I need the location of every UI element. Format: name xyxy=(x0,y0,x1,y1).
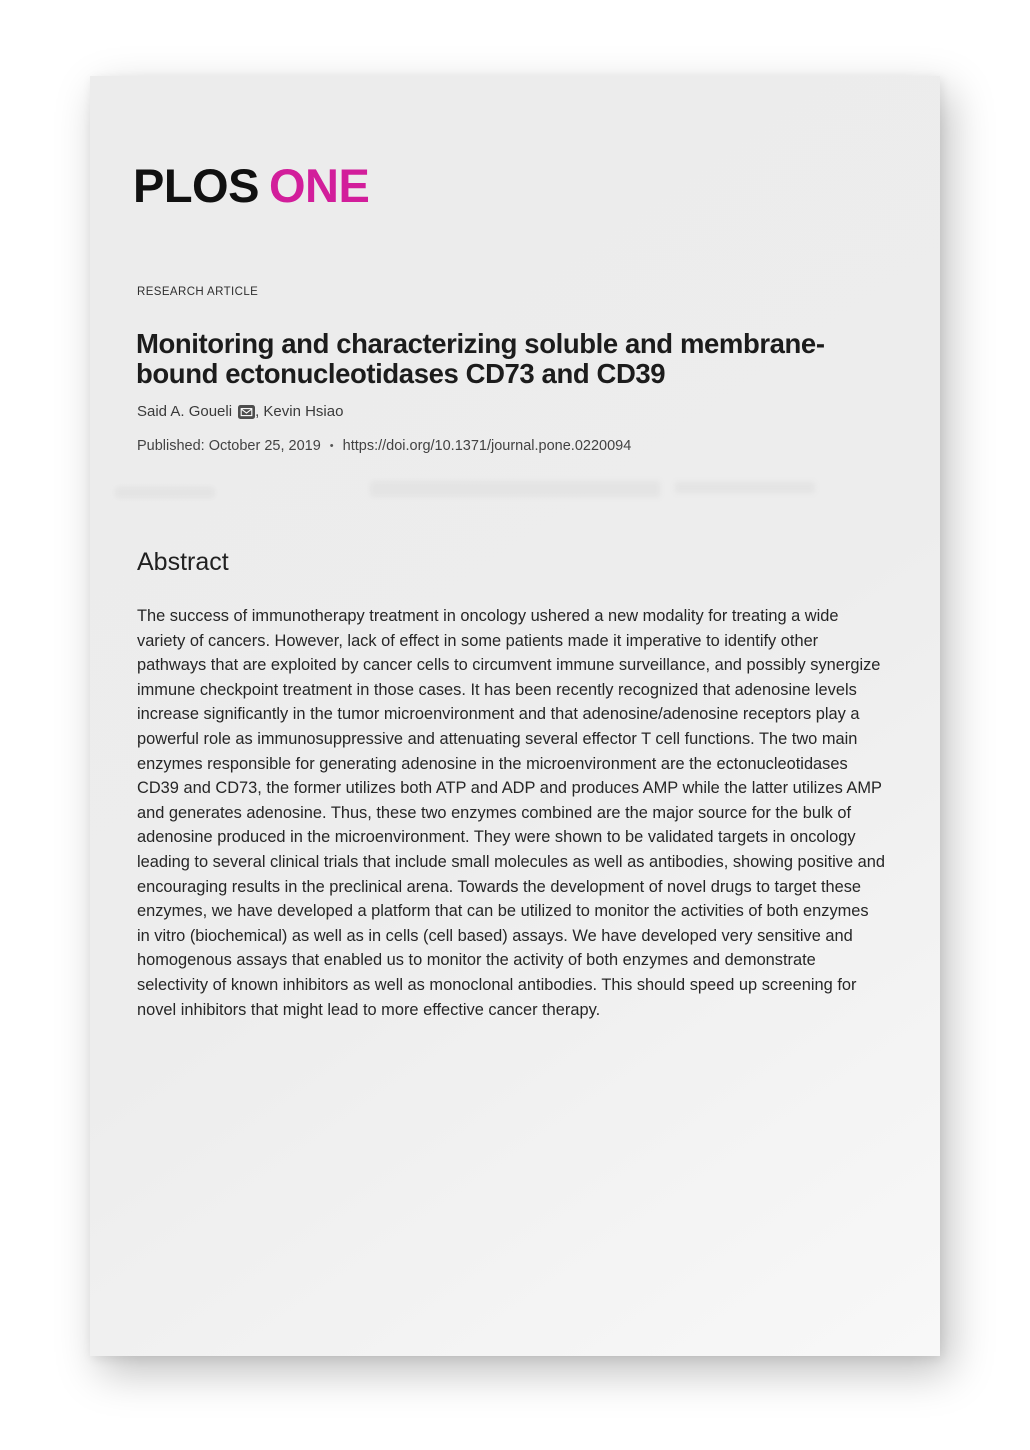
article-title xyxy=(136,329,936,388)
bullet-separator: • xyxy=(329,440,334,452)
author-list xyxy=(137,403,343,420)
article-title-line2: bound ectonucleotidases CD73 and CD39 xyxy=(136,357,666,389)
article-title-line1: Monitoring and characterizing soluble and membrane- xyxy=(136,328,825,359)
abstract-text: The success of immunotherapy treatment in oncology ushered a new modality for treating a wide variety of cancers. However, lack of effect in some patients made it imperative to identify other pathways that are exploited by cancer cells to circumvent immune surveillance, and possibly synergize immune checkpoint treatment in those cases. It has been recently recognized that adenosine levels increase significantly in the tumor microenvironment and that adenosine/adenosine receptors play a powerful role as immunosuppressive and attenuating several effector T cell functions. The two main enzymes responsible for generating adenosine in the microenvironment are the ectonucleotidases CD39 and CD73, the former utilizes both ATP and ADP and produces AMP while the latter utilizes AMP and generates adenosine. Thus, these two enzymes combined are the major source for the bulk of adenosine produced in the microenvironment. They were shown to be validated targets in oncology leading to several clinical trials that include small molecules as well as antibodies, showing positive and encouraging results in the preclinical arena. Towards the development of novel drugs to target these enzymes, we have developed a platform that can be utilized to monitor the activities of both enzymes in vitro (biochemical) as well as in cells (cell based) assays. We have developed very sensitive and homogenous assays that enabled us to monitor the activity of both enzymes and demonstrate selectivity of known inhibitors as well as monoclonal antibodies. This should speed up screening for novel inhibitors that might lead to more effective cancer therapy. xyxy=(137,607,885,1019)
published-date: Published: October 25, 2019 xyxy=(137,438,321,454)
article-page xyxy=(90,76,940,1356)
email-icon[interactable] xyxy=(238,405,255,419)
author-separator: , xyxy=(255,403,264,420)
article-type-label: RESEARCH ARTICLE xyxy=(137,286,259,298)
faded-text-artifact xyxy=(115,483,895,499)
plos-one-logo xyxy=(133,160,369,212)
author-hsiao[interactable]: Kevin Hsiao xyxy=(263,403,344,420)
publication-info xyxy=(137,438,631,454)
author-goueli[interactable]: Said A. Goueli xyxy=(137,403,233,420)
logo-one-text: ONE xyxy=(268,159,370,212)
abstract-heading: Abstract xyxy=(137,548,229,576)
logo-plos-text: PLOS xyxy=(133,159,259,212)
doi-link[interactable]: https://doi.org/10.1371/journal.pone.0220094 xyxy=(342,438,632,454)
